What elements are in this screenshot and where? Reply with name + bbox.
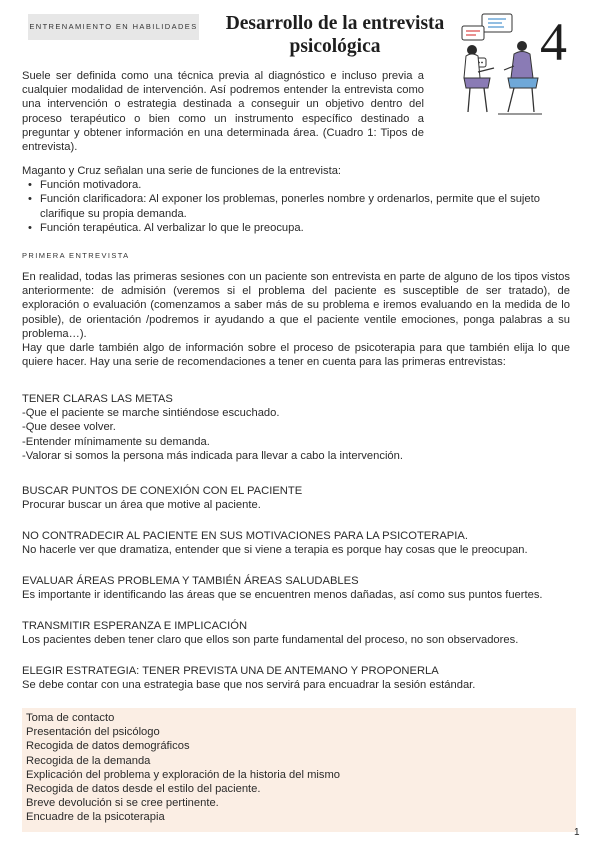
section-line: -Que desee volver. — [22, 421, 116, 434]
section-title: ELEGIR ESTRATEGIA: TENER PREVISTA UNA DE ANTEMANO Y PROPONERLA — [22, 665, 439, 677]
functions-block — [22, 164, 570, 235]
list-item: Toma de contacto — [26, 712, 115, 724]
list-item: Recogida de la demanda — [26, 754, 151, 767]
section-line: No hacerle ver que dramatiza, entender que si viene a terapia es porque hay cosas que le preocupan. — [22, 544, 528, 557]
section-no-contradict — [22, 529, 570, 557]
title-line-1: Desarrollo de la entrevista — [225, 13, 445, 34]
section-title: TENER CLARAS LAS METAS — [22, 393, 173, 405]
list-item: Breve devolución si se cree pertinente. — [26, 797, 219, 810]
first-interview-paragraph-1: En realidad, todas las primeras sesiones con un paciente son entrevista en parte de alguno de los tipos vistos anteriormente: de admisión (veremos si el problema del paciente es susceptible de ser tratado), de exploración o evaluación (comenzamos a saber más de su problema e iremos evaluando en la medida de lo posible), de orientación /podremos ir ayudando a que el paciente ventile emociones, ponga palabras a su problema…). — [22, 271, 570, 340]
speech-bubble-icon — [462, 26, 484, 40]
section-title: NO CONTRADECIR AL PACIENTE EN SUS MOTIVACIONES PARA LA PSICOTERAPIA. — [22, 530, 468, 542]
section-line: Es importante ir identificando las áreas que se encuentren menos dañadas, así como sus puntos fuertes. — [22, 589, 543, 602]
list-item: • Función clarificadora: Al exponer los problemas, ponerles nombre y ordenarlos, permite que el sujeto clarifique su propia demanda. — [40, 192, 570, 220]
list-item: Encuadre de la psicoterapia — [26, 811, 165, 824]
two-people-talking-in-chairs-illustration — [458, 10, 544, 116]
section-connection — [22, 484, 570, 512]
chapter-number: 4 — [540, 12, 567, 72]
section-line: Los pacientes deben tener claro que ellos son parte fundamental del proceso, no son observadores. — [22, 634, 519, 647]
page-title — [204, 12, 466, 58]
list-item: Recogida de datos desde el estilo del paciente. — [26, 783, 261, 796]
section-line: -Valorar si somos la persona más indicada para llevar a cabo la intervención. — [22, 449, 403, 462]
section-tag: ENTRENAMIENTO EN HABILIDADES — [28, 14, 199, 40]
functions-list — [22, 178, 570, 235]
first-interview-paragraph-2: Hay que darle también algo de información sobre el proceso de psicoterapia para que también elija lo que quiere hacer. Hay una serie de recomendaciones a tener en cuenta para las primeras entrevistas: — [22, 342, 570, 369]
section-goals — [22, 392, 570, 463]
section-strategy — [22, 664, 570, 692]
section-line: -Que el paciente se marche sintiéndose escuchado. — [22, 407, 280, 420]
section-line: -Entender mínimamente su demanda. — [22, 435, 210, 448]
page-number: 1 — [574, 827, 580, 838]
list-item: • Función motivadora. — [40, 178, 570, 192]
section-line: Se debe contar con una estrategia base que nos servirá para encuadrar la sesión estándar. — [22, 679, 476, 692]
section-evaluate-areas — [22, 574, 570, 602]
first-interview-text — [22, 270, 570, 369]
section-title: BUSCAR PUNTOS DE CONEXIÓN CON EL PACIENTE — [22, 485, 303, 497]
list-item: Recogida de datos demográficos — [26, 740, 190, 753]
list-item: Presentación del psicólogo — [26, 726, 160, 739]
section-title: EVALUAR ÁREAS PROBLEMA Y TAMBIÉN ÁREAS SALUDABLES — [22, 575, 359, 587]
section-hope — [22, 619, 570, 647]
section-title: TRANSMITIR ESPERANZA E IMPLICACIÓN — [22, 620, 248, 632]
steps-list — [26, 711, 340, 825]
functions-lead: Maganto y Cruz señalan una serie de funciones de la entrevista: — [22, 165, 342, 177]
title-line-2: psicológica — [289, 36, 381, 57]
intro-paragraph: Suele ser definida como una técnica previa al diagnóstico e incluso previa a cualquier modalidad de intervención. Así podremos entender la entrevista como una intervención o estrategia destinada a conseguir un objetivo dentro del proceso terapéutico o bien como un instrumento específico destinado a preguntar y obtener información en una determinada área. (Cuadro 1: Tipos de entrevista). — [22, 70, 424, 154]
section-subheading: PRIMERA ENTREVISTA — [22, 251, 130, 260]
list-item: Explicación del problema y exploración de la historia del mismo — [26, 768, 341, 781]
section-line: Procurar buscar un área que motive al paciente. — [22, 499, 261, 512]
list-item: • Función terapéutica. Al verbalizar lo que le preocupa. — [40, 221, 570, 235]
